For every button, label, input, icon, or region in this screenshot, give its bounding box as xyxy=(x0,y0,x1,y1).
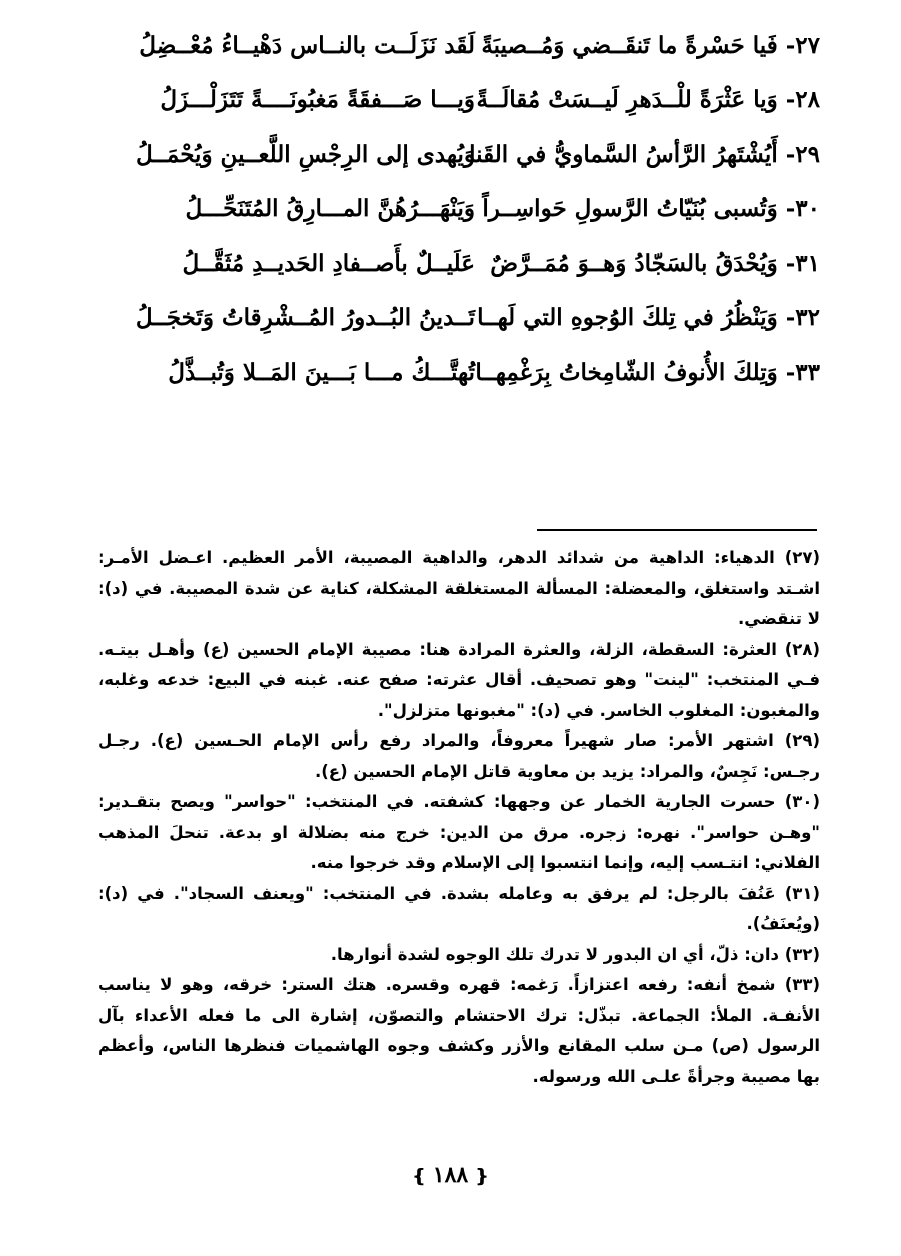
footnote: (٣١) عَنُفَ بالرجل: لم يرفق به وعامله بشدة. في المنتخب: "ويعنف السجاد". في (د): (ويُعنَفُ). xyxy=(98,883,820,933)
verse-first-hemistich: ٣٠- وَتُسبى بُنَيّاتُ الرَّسولِ حَواسِــراً xyxy=(482,195,820,223)
footnote: (٢٨) العثرة: السقطة، الزلة، والعثرة المرادة هنا: مصيبة الإمام الحسين (ع) وأهـل بيتـه. فـي المنتخب: "لينت" وهو تصحيف. أقال عثرته: صفح عنه. غبنه في البيع: خدعه وغلبه، والمغبون: المغلوب الخاسر. في (د): "مغبونها متزلزل". xyxy=(98,639,820,720)
verse-row xyxy=(80,18,820,73)
verse-first-hemistich: ٣١- وَيُحْدَقُ بالسَجّادُ وَهــوَ مُمَــرَّضٌ xyxy=(490,249,820,277)
poem-verses xyxy=(80,18,820,400)
page-number-value: ١٨٨ xyxy=(432,1162,469,1188)
footnote-separator xyxy=(537,529,817,531)
footnotes xyxy=(98,543,820,1092)
verse-first-hemistich: ٣٣- وَتِلكَ الأُنوفُ الشّامِخاتُ بِرَغْمِهــا xyxy=(475,358,820,386)
verse-second-hemistich: وَيـــا صَـــفقَةً مَغبُونَــــةً تَتَزَلْـــزَلُ xyxy=(160,86,475,114)
verse-row xyxy=(80,182,820,237)
verse-first-hemistich: ٢٧- فَيا حَسْرةً ما تَنقَــضي وَمُــصيبَةً xyxy=(481,31,820,59)
footnote: (٢٩) اشتهر الأمر: صار شهيراً معروفاً، والمراد رفع رأس الإمام الحـسين (ع). رجـل رجـس: نَجِسٌ، والمراد: يزيد بن معاوية قاتل الإمام الحسين (ع). xyxy=(98,731,820,781)
verse-second-hemistich: عَلَيــلٌ بأَصــفادِ الحَديــدِ مُثَقَّــلُ xyxy=(182,249,475,277)
verse-second-hemistich: وَيَنْهَـــرُهُنَّ المـــارِقُ المُتَنَحِّـــلُ xyxy=(185,195,475,223)
footnote: (٢٧) الدهياء: الداهية من شدائد الدهر، والداهية المصيبة، الأمر العظيم. اعـضل الأمـر: اشـتد واستغلق، والمعضلة: المسألة المستغلقة المشكلة، كناية عن شدة المصيبة. في (د): لا تنقضي. xyxy=(98,548,820,628)
verse-row xyxy=(80,291,820,346)
ornament-right-icon: ❵ xyxy=(474,1165,490,1187)
footnote: (٣٣) شمخ أنفه: رفعه اعتزازاً. رَغمه: قهره وقسره. هتك الستر: خرقه، وهو لا يناسب الأنفـة. الملأ: الجماعة. تبذّل: ترك الاحتشام والتصوّن، إشارة الى ما فعله الأعداء بآل الرسول (ص) مـن سلب المقانع والأزر وكشف وجوه الهاشميات فنظرها الناس، وأعظم بها مصيبة وجرأةً علـى الله ورسوله. xyxy=(98,975,820,1086)
footnote: (٣٢) دان: ذلّ، أي ان البدور لا تدرك تلك الوجوه لشدة أنوارها. xyxy=(330,944,820,964)
verse-second-hemistich: لَقَد نَزَلَــت بالنــاس دَهْيــاءُ مُعْــضِلُ xyxy=(139,31,475,59)
verse-second-hemistich: وَيُهدى إلى الرِجْسِ اللَّعــينِ وَيُحْمَــلُ xyxy=(136,140,475,168)
verse-first-hemistich: ٢٩- أَيُشْتَهرُ الرَّأسُ السَّماويُّ في القَنا xyxy=(469,140,820,168)
ornament-left-icon: ❴ xyxy=(411,1165,427,1187)
verse-first-hemistich: ٢٨- وَيا عَثْرَةً للْــدَهرِ لَيــسَتْ مُقالَــةً xyxy=(476,86,820,114)
verse-row xyxy=(80,236,820,291)
verse-second-hemistich: تَــدينُ البُــدورُ المُــشْرِقاتُ وَتَخجَــلُ xyxy=(135,304,475,332)
verse-row xyxy=(80,73,820,128)
verse-first-hemistich: ٣٢- وَيَنْظُرُ في تِلكَ الوُجوهِ التي لَهــا xyxy=(477,304,820,332)
verse-second-hemistich: تُهتَّـــكُ مـــا بَـــينَ المَــلا وَتُبــذَّلُ xyxy=(168,358,475,386)
verse-row xyxy=(80,345,820,400)
page-number xyxy=(0,1162,901,1188)
verse-row xyxy=(80,127,820,182)
footnote: (٣٠) حسرت الجارية الخمار عن وجهها: كشفته. في المنتخب: "حواسر" ويصح بتقـدير: "وهـن حواسر". نهره: زجره. مرق من الدين: خرج منه بضلالة او بدعة. تنحلَ المذهب الفلاني: انتـسب إليه، وإنما انتسبوا إلى الإسلام وقد خرجوا منه. xyxy=(98,792,820,872)
